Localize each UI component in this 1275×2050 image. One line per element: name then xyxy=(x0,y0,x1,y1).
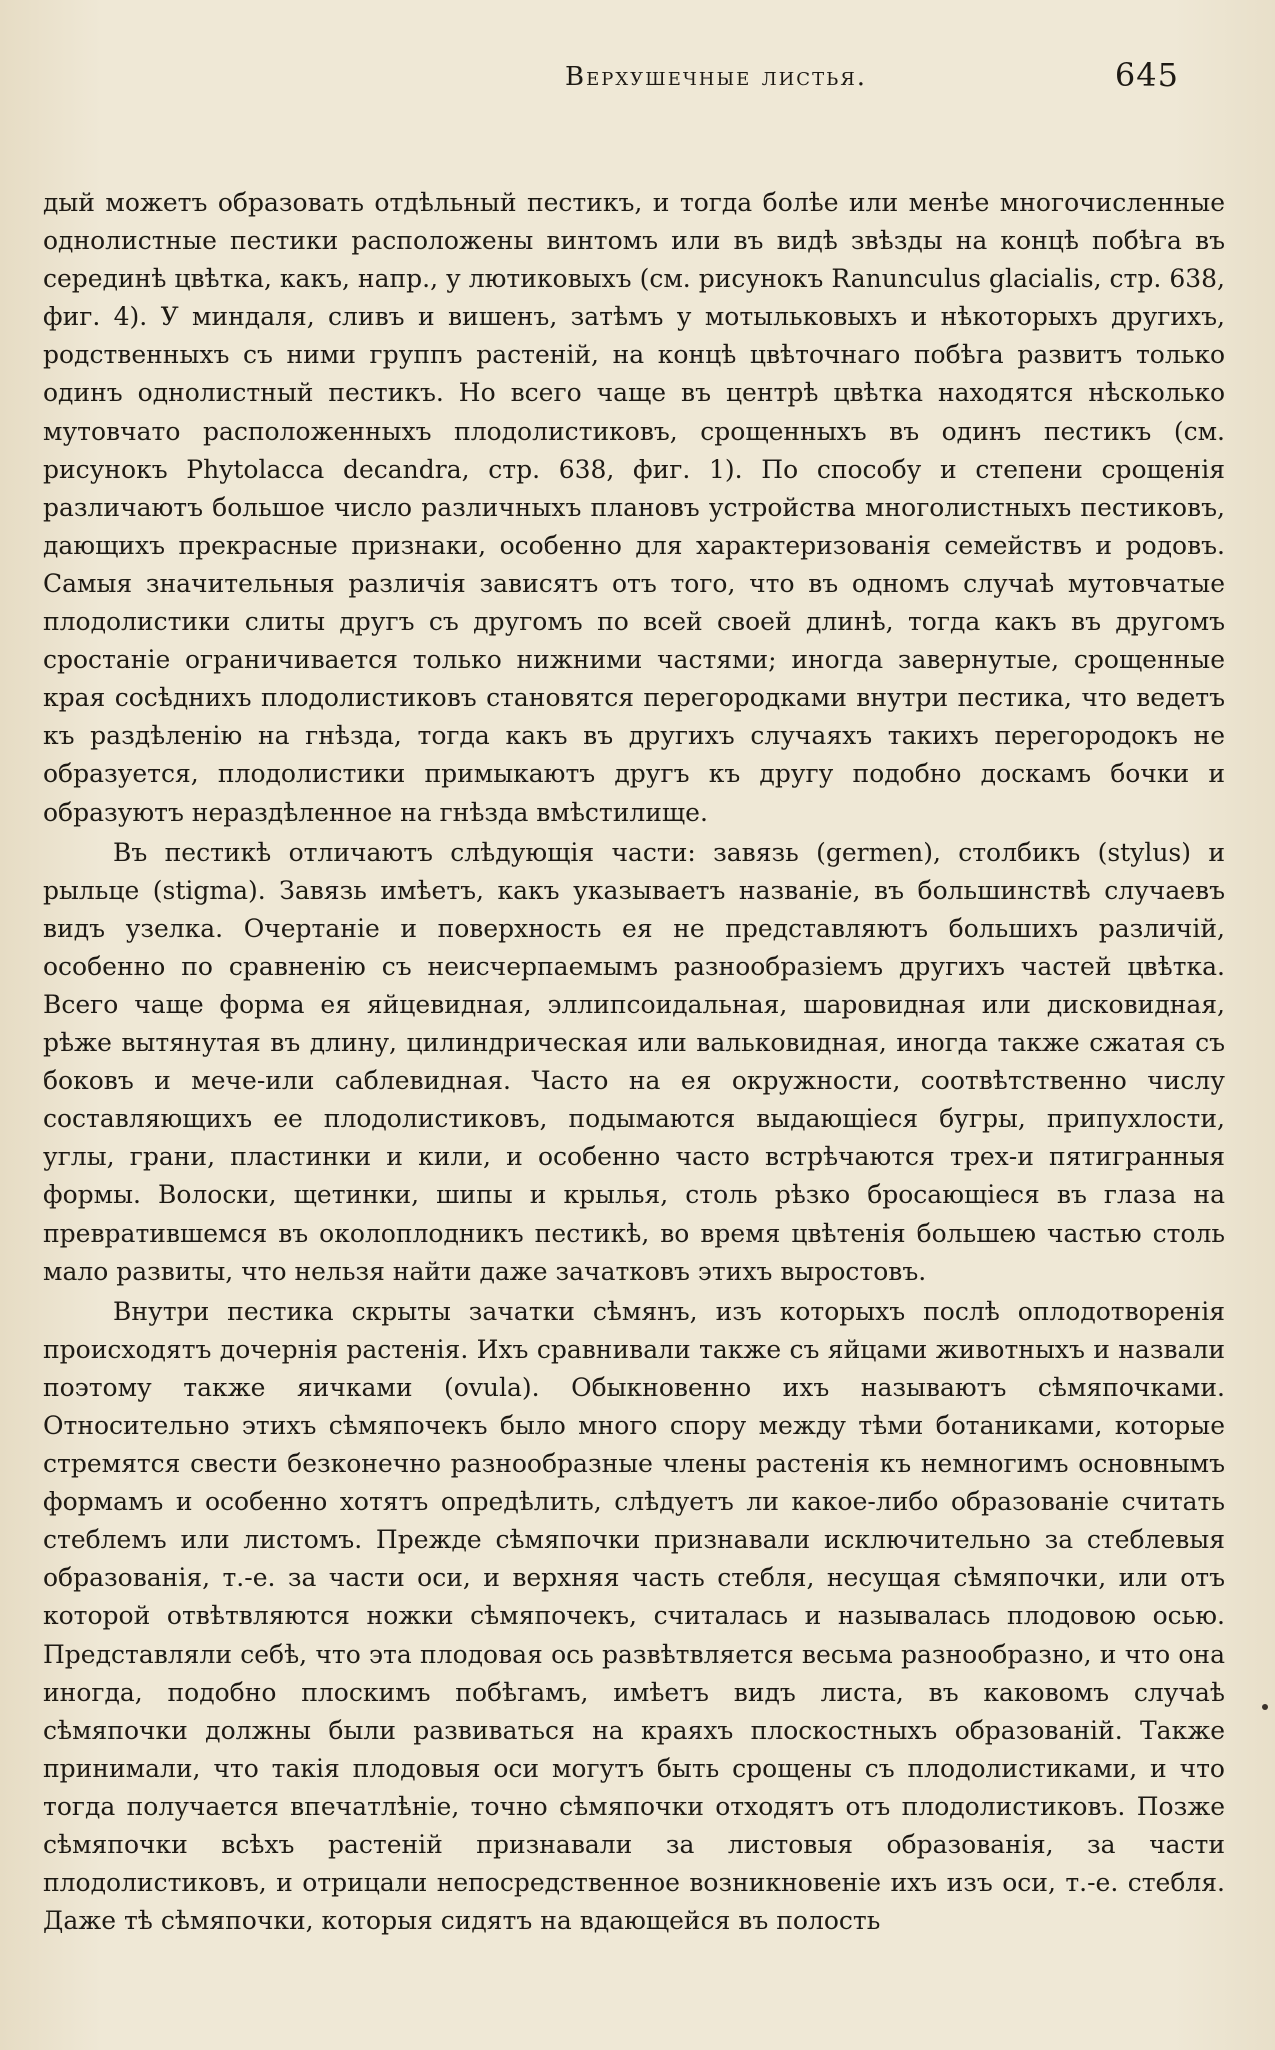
paragraph-1: дый можетъ образовать отдѣльный пестикъ, и тогда болѣе или менѣе многочисленные однолистные пестики расположены винтомъ или въ видѣ звѣзды на концѣ побѣга въ серединѣ цвѣтка, какъ, напр., у лютиковыхъ (см. рисунокъ Ranunculus glacialis, стр. 638, фиг. 4). У миндаля, сливъ и вишенъ, затѣмъ у мотыльковыхъ и нѣкоторыхъ другихъ, родственныхъ съ ними группъ растеній, на концѣ цвѣточнаго побѣга развитъ только одинъ однолистный пестикъ. Но всего чаще въ центрѣ цвѣтка находятся нѣсколько мутовчато расположенныхъ плодолистиковъ, срощенныхъ въ одинъ пестикъ (см. рисунокъ Phytolacca decandra, стр. 638, фиг. 1). По способу и степени срощенія различаютъ большое число различныхъ плановъ устройства многолистныхъ пестиковъ, дающихъ прекрасные признаки, особенно для характеризованія семействъ и родовъ. Самыя значительныя различія зависятъ отъ того, что въ одномъ случаѣ мутовчатые плодолистики слиты другъ съ другомъ по всей своей длинѣ, тогда какъ въ другомъ сростаніе ограничивается только нижними частями; иногда завернутые, срощенные края сосѣднихъ плодолистиковъ становятся перегородками внутри пестика, что ведетъ къ раздѣленію на гнѣзда, тогда какъ въ другихъ случаяхъ такихъ перегородокъ не образуется, плодолистики примыкаютъ другъ къ другу подобно доскамъ бочки и образуютъ нераздѣленное на гнѣзда вмѣстилище. xyxy=(43,188,1225,827)
page-number: 645 xyxy=(1114,56,1179,94)
paragraph-2: Въ пестикѣ отличаютъ слѣдующія части: завязь (germen), столбикъ (stylus) и рыльце (stigma). Завязь имѣетъ, какъ указываетъ названіе, въ большинствѣ случаевъ видъ узелка. Очертаніе и поверхность ея не представляютъ большихъ различій, особенно по сравненію съ неисчерпаемымъ разнообразіемъ другихъ частей цвѣтка. Всего чаще форма ея яйцевидная, эллипсоидальная, шаровидная или дисковидная, рѣже вытянутая въ длину, цилиндрическая или вальковидная, иногда также сжатая съ боковъ и мече-или саблевидная. Часто на ея окружности, соотвѣтственно числу составляющихъ ее плодолистиковъ, подымаются выдающіеся бугры, припухлости, углы, грани, пластинки и кили, и особенно часто встрѣчаются трех-и пятигранныя формы. Волоски, щетинки, шипы и крылья, столь рѣзко бросающіеся въ глаза на превратившемся въ околоплодникъ пестикѣ, во время цвѣтенія большею частью столь мало развиты, что нельзя найти даже зачатковъ этихъ выростовъ. xyxy=(43,837,1225,1286)
paragraph-3: Внутри пестика скрыты зачатки сѣмянъ, изъ которыхъ послѣ оплодотворенія происходятъ дочернія растенія. Ихъ сравнивали также съ яйцами животныхъ и назвали поэтому также яичками (ovula). Обыкновенно ихъ называютъ сѣмяпочками. Относительно этихъ сѣмяпочекъ было много спору между тѣми ботаниками, которые стремятся свести безконечно разнообразные члены растенія къ немногимъ основнымъ формамъ и особенно хотятъ опредѣлить, слѣдуетъ ли какое-либо образованіе считать стеблемъ или листомъ. Прежде сѣмяпочки признавали исключительно за стеблевыя образованія, т.-е. за части оси, и верхняя часть стебля, несущая сѣмяпочки, или отъ которой отвѣтвляются ножки сѣмяпочекъ, считалась и называлась плодовою осью. Представляли себѣ, что эта плодовая ось развѣтвляется весьма разнообразно, и что она иногда, подобно плоскимъ побѣгамъ, имѣетъ видъ листа, въ каковомъ случаѣ сѣмяпочки должны были развиваться на краяхъ плоскостныхъ образованій. Также принимали, что такія плодовыя оси могутъ быть срощены съ плодолистиками, и что тогда получается впечатлѣніе, точно сѣмяпочки отходятъ отъ плодолистиковъ. Позже сѣмяпочки всѣхъ растеній признавали за листовыя образованія, за части плодолистиковъ, и отрицали непосредственное возникновеніе ихъ изъ оси, т.-е. стебля. Даже тѣ сѣмяпочки, которыя сидятъ на вдающейся въ полость xyxy=(43,1296,1225,1936)
running-header xyxy=(43,52,1225,102)
margin-speck xyxy=(1262,1704,1268,1710)
running-title: Верхушечные листья. xyxy=(565,62,868,92)
body-text xyxy=(43,184,1225,1940)
